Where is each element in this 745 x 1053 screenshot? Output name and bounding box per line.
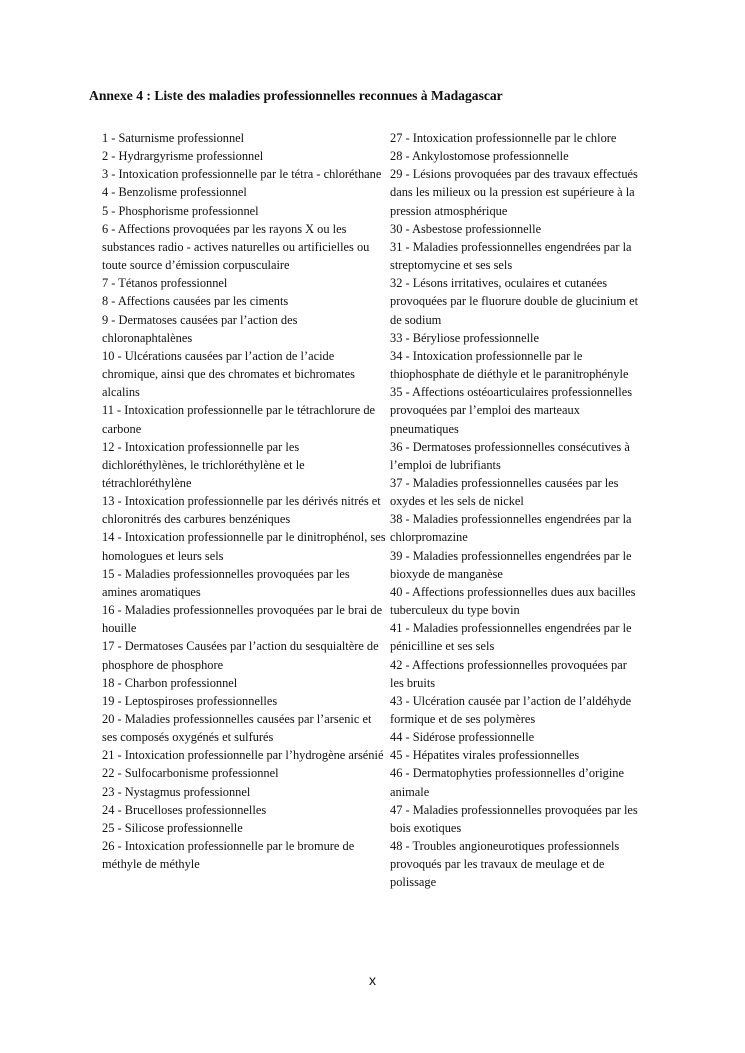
- list-item: 47 - Maladies professionnelles provoquées par les bois exotiques: [390, 802, 638, 835]
- list-item: 38 - Maladies professionnelles engendrées par la chlorpromazine: [390, 512, 632, 545]
- list-item: 11 - Intoxication professionnelle par le tétrachlorure de carbone: [102, 403, 376, 436]
- list-item: 45 - Hépatites virales professionnelles: [390, 748, 580, 763]
- list-item: 31 - Maladies professionnelles engendrées par la streptomycine et ses sels: [390, 239, 632, 273]
- list-item: 24 - Brucelloses professionnelles: [102, 802, 267, 817]
- list-item: 12 - Intoxication professionnelle par les dichloréthylènes, le trichloréthylène et le tétrachloréthylène: [102, 439, 305, 490]
- list-item: 29 - Lésions provoquées par des travaux effectués dans les milieux ou la pression est supérieure à la pression atmosphérique: [390, 167, 638, 218]
- disease-list-left-column: [102, 129, 387, 873]
- page-title: Annexe 4 : Liste des maladies professionnelles reconnues à Madagascar: [89, 88, 503, 103]
- list-item: 33 - Béryliose professionnelle: [390, 330, 539, 345]
- list-item: 34 - Intoxication professionnelle par le thiophosphate de diéthyle et le paranitrophényle: [390, 348, 629, 382]
- list-item: 37 - Maladies professionnelles causées par les oxydes et les sels de nickel: [390, 475, 619, 509]
- list-item: 9 - Dermatoses causées par l’action des chloronaphtalènes: [102, 312, 298, 345]
- list-item: 21 - Intoxication professionnelle par l’hydrogène arsénié: [102, 748, 384, 763]
- list-item: 28 - Ankylostomose professionnelle: [390, 149, 569, 164]
- list-item: 16 - Maladies professionnelles provoquées par le brai de houille: [102, 603, 383, 636]
- list-item: 46 - Dermatophyties professionnelles d’origine animale: [390, 766, 624, 799]
- list-item: 30 - Asbestose professionnelle: [390, 221, 542, 236]
- list-item: 25 - Silicose professionnelle: [102, 820, 243, 835]
- list-item: 17 - Dermatoses Causées par l’action du sesquialtère de phosphore de phosphore: [102, 639, 379, 672]
- list-item: 18 - Charbon professionnel: [102, 675, 238, 690]
- list-item: 42 - Affections professionnelles provoquées par les bruits: [390, 657, 627, 690]
- list-item: 6 - Affections provoquées par les rayons X ou les substances radio - actives naturelles ou artificielles ou toute source d’émission corpusculaire: [102, 221, 370, 273]
- list-item: 22 - Sulfocarbonisme professionnel: [102, 766, 279, 781]
- page-number: x: [369, 972, 376, 988]
- list-item: 7 - Tétanos professionnel: [102, 276, 228, 291]
- list-item: 15 - Maladies professionnelles provoquées par les amines aromatiques: [102, 566, 350, 599]
- list-item: 36 - Dermatoses professionnelles consécutives à l’emploi de lubrifiants: [390, 439, 630, 472]
- list-item: 2 - Hydrargyrisme professionnel: [102, 149, 264, 164]
- disease-list-right-column: [390, 129, 642, 892]
- list-item: 14 - Intoxication professionnelle par le dinitrophénol, ses homologues et leurs sels: [102, 530, 386, 563]
- list-item: 19 - Leptospiroses professionnelles: [102, 693, 278, 708]
- list-item: 32 - Lésons irritatives, oculaires et cutanées provoquées par le fluorure double de glucinium et de sodium: [390, 276, 639, 327]
- list-item: 23 - Nystagmus professionnel: [102, 784, 251, 799]
- list-item: 4 - Benzolisme professionnel: [102, 185, 247, 200]
- list-item: 41 - Maladies professionnelles engendrées par le pénicilline et ses sels: [390, 621, 632, 654]
- list-item: 8 - Affections causées par les ciments: [102, 294, 289, 309]
- list-item: 35 - Affections ostéoarticulaires professionnelles provoquées par l’emploi des marteaux pneumatiques: [390, 385, 633, 436]
- list-item: 13 - Intoxication professionnelle par les dérivés nitrés et chloronitrés des carbures benzéniques: [102, 494, 381, 527]
- list-item: 5 - Phosphorisme professionnel: [102, 203, 259, 218]
- list-item: 43 - Ulcération causée par l’action de l’aldéhyde formique et de ses polymères: [390, 693, 632, 726]
- list-item: 26 - Intoxication professionnelle par le bromure de méthyle de méthyle: [102, 839, 355, 872]
- list-item: 27 - Intoxication professionnelle par le chlore: [390, 131, 617, 145]
- list-item: 39 - Maladies professionnelles engendrées par le bioxyde de manganèse: [390, 548, 632, 581]
- list-item: 20 - Maladies professionnelles causées par l’arsenic et ses composés oxygénés et sulfurés: [102, 712, 372, 745]
- list-item: 40 - Affections professionnelles dues aux bacilles tuberculeux du type bovin: [390, 584, 636, 618]
- list-item: 3 - Intoxication professionnelle par le tétra - chloréthane: [102, 167, 382, 182]
- list-item: 1 - Saturnisme professionnel: [102, 131, 245, 145]
- list-item: 48 - Troubles angioneurotiques professionnels provoqués par les travaux de meulage et de polissage: [390, 839, 620, 890]
- list-item: 10 - Ulcérations causées par l’action de l’acide chromique, ainsi que des chromates et bichromates alcalins: [102, 348, 355, 400]
- list-item: 44 - Sidérose professionnelle: [390, 730, 535, 745]
